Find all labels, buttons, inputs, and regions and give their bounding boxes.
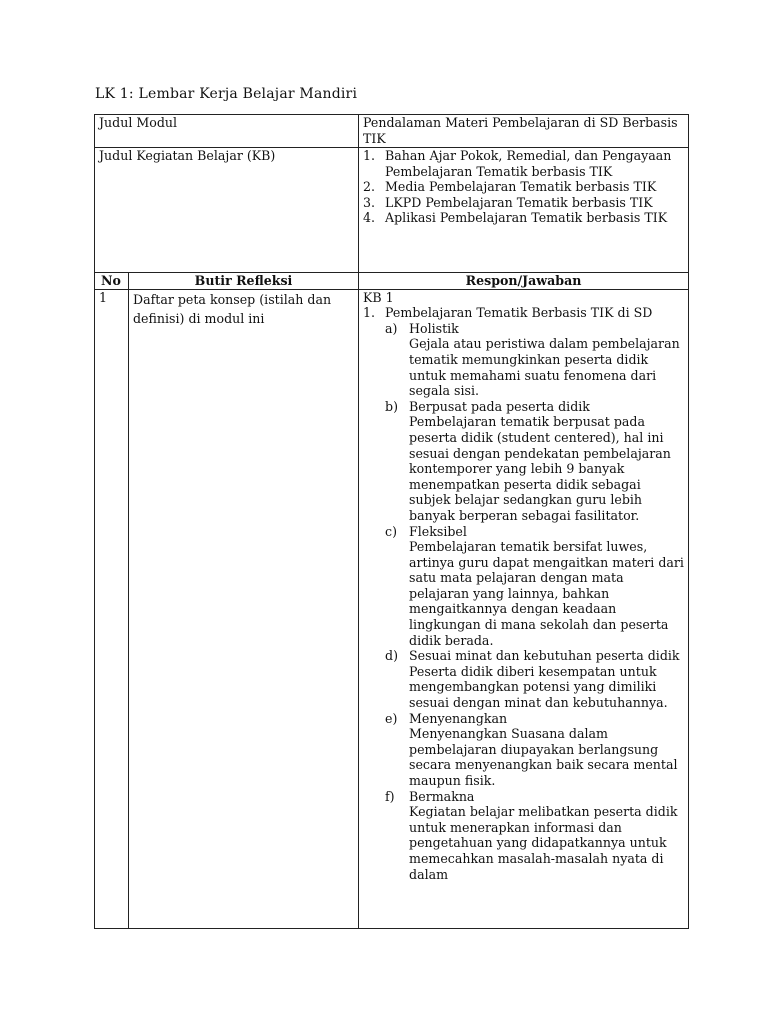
respon-list bbox=[363, 305, 684, 882]
list-item: 2. Media Pembelajaran Tematik berbasis TIK bbox=[363, 179, 657, 195]
list-item: 4. Aplikasi Pembelajaran Tematik berbasis TIK bbox=[363, 210, 668, 226]
judul-modul-label: Judul Modul bbox=[95, 115, 359, 148]
sub-item: a) Holistik Gejala atau peristiwa dalam pembelajaran tematik memungkinkan peserta didik untuk memahami suatu fenomena dari segala sisi. bbox=[385, 320, 680, 399]
row-number: 1 bbox=[95, 289, 129, 928]
judul-kb-label: Judul Kegiatan Belajar (KB) bbox=[95, 148, 359, 273]
respon-cell bbox=[359, 289, 689, 928]
kb-list bbox=[363, 148, 684, 226]
sub-item: d) Sesuai minat dan kebutuhan peserta didik Peserta didik diberi kesempatan untuk mengembangkan potensi yang dimiliki sesuai dengan minat dan kebutuhannya. bbox=[385, 648, 680, 711]
header-row bbox=[95, 273, 689, 290]
row-judul-kb bbox=[95, 148, 689, 273]
kb-heading: KB 1 bbox=[363, 289, 394, 305]
sub-item: f) Bermakna Kegiatan belajar melibatkan peserta didik untuk menerapkan informasi dan pengetahuan yang didapatkannya untuk memecahkan masalah-masalah nyata di dalam bbox=[385, 788, 678, 882]
page-title: LK 1: Lembar Kerja Belajar Mandiri bbox=[95, 86, 358, 102]
header-respon: Respon/Jawaban bbox=[359, 273, 689, 290]
header-butir: Butir Refleksi bbox=[129, 273, 359, 290]
sub-item: b) Berpusat pada peserta didik Pembelajaran tematik berpusat pada peserta didik (student centered), hal ini sesuai dengan pendekatan pembelajaran kontemporer yang lebih 9 banyak menempatkan peserta didik sebagai subjek belajar sedangkan guru lebih banyak berperan sebagai fasilitator. bbox=[385, 398, 671, 523]
sub-item: c) Fleksibel Pembelajaran tematik bersifat luwes, artinya guru dapat mengaitkan materi dari satu mata pelajaran dengan mata pelajaran yang lainnya, bahkan mengaitkannya dengan keadaan lingkungan di mana sekolah dan peserta didik berada. bbox=[385, 523, 684, 648]
sub-item: e) Menyenangkan Menyenangkan Suasana dalam pembelajaran diupayakan berlangsung secara menyenangkan baik secara mental maupun fisik. bbox=[385, 710, 678, 788]
kb-list-cell bbox=[359, 148, 689, 273]
list-item: 1. Pembelajaran Tematik Berbasis TIK di SD a) Holistik Gejala atau peristiwa dalam pembelajaran tematik memungkinkan peserta didik untuk memahami suatu fenomena dari segala sisi. b) Berpusat pada peserta didik Pembelajaran tematik berpusat pada peserta didik (student centered), hal ini sesuai dengan pendekatan pembelajaran kontemporer yang lebih 9 banyak menempatkan peserta didik sebagai subjek belajar sedangkan guru lebih banyak berperan sebagai fasilitator. c) Fleksibel Pembelajaran tematik bersifat luwes, artinya guru dapat mengaitkan materi dari satu mata pelajaran dengan mata pelajaran yang lainnya, bahkan mengaitkannya dengan keadaan lingkungan di mana sekolah dan peserta didik berada. d) Sesuai minat dan kebutuhan peserta didik Peserta didik diberi kesempatan untuk mengembangkan potensi yang dimiliki sesuai dengan minat dan kebutuhannya. e) Menyenangkan Menyenangkan Suasana dalam pembelajaran diupayakan berlangsung secara menyenangkan baik secara mental maupun fisik. f) Bermakna Kegiatan belajar melibatkan peserta didik untuk menerapkan informasi dan pengetahuan yang didapatkannya untuk memecahkan masalah-masalah nyata di dalam bbox=[363, 305, 684, 882]
worksheet-table bbox=[94, 114, 689, 929]
header-no: No bbox=[95, 273, 129, 290]
sub-list bbox=[385, 321, 684, 882]
butir-cell: Daftar peta konsep (istilah dan definisi) di modul ini bbox=[129, 289, 359, 928]
list-item: 3. LKPD Pembelajaran Tematik berbasis TIK bbox=[363, 194, 653, 210]
list-item: 1. Bahan Ajar Pokok, Remedial, dan Pengayaan Pembelajaran Tematik berbasis TIK bbox=[363, 148, 672, 179]
table-row bbox=[95, 289, 689, 928]
judul-modul-value: Pendalaman Materi Pembelajaran di SD Berbasis TIK bbox=[359, 115, 689, 148]
row-judul-modul bbox=[95, 115, 689, 148]
